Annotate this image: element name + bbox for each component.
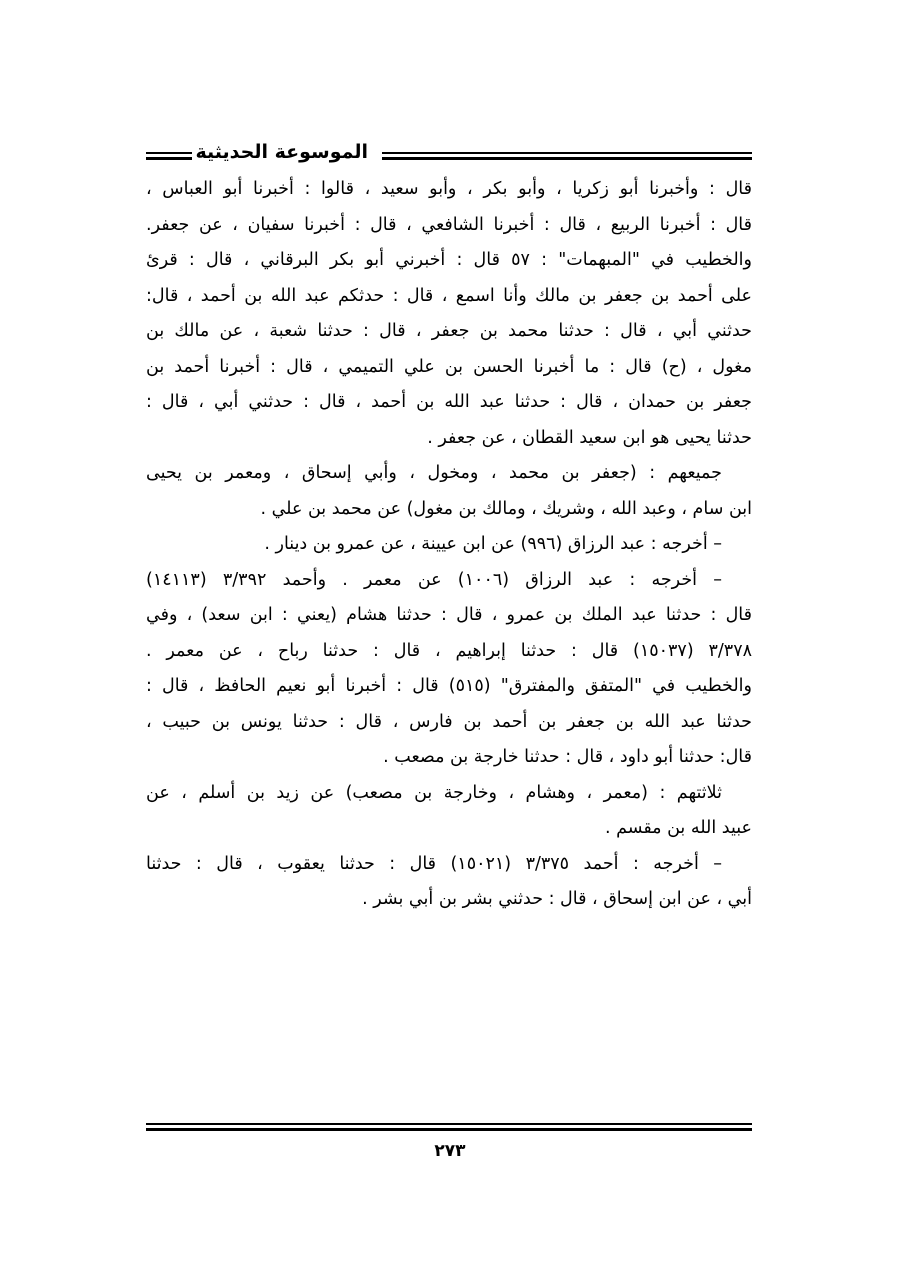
text-line: عبيد الله بن مقسم .	[604, 818, 752, 838]
text-line: – أخرجه : أحمد ٣/٣٧٥ (١٥٠٢١) قال : حدثنا يعقوب ، قال : حدثنا	[146, 853, 723, 874]
text-line: حدثنا يحيى هو ابن سعيد القطان ، عن جعفر .	[427, 427, 752, 448]
text-line: حدثني أبي ، قال : حدثنا محمد بن جعفر ، قال : حدثنا شعبة ، عن مالك بن	[146, 321, 752, 341]
text-line: – أخرجه : عبد الرزاق (١٠٠٦) عن معمر . وأحمد ٣/٣٩٢ (١٤١١٣)	[146, 569, 722, 590]
text-line: قال : وأخبرنا أبو زكريا ، وأبو بكر ، وأبو سعيد ، قالوا : أخبرنا أبو العباس ،	[146, 179, 752, 199]
text-line: جعفر بن حمدان ، قال : حدثنا عبد الله بن أحمد ، قال : حدثني أبي ، قال :	[146, 392, 752, 412]
text-line: حدثنا عبد الله بن جعفر بن أحمد بن فارس ، قال : حدثنا يونس بن حبيب ،	[146, 711, 752, 732]
header-title: الموسوعة الحديثية	[195, 141, 368, 163]
text-line: والخطيب في "المتفق والمفترق" (٥١٥) قال : أخبرنا أبو نعيم الحافظ ، قال :	[146, 676, 752, 696]
page-number: ٢٧٣	[434, 1141, 466, 1161]
text-line: أبي ، عن ابن إسحاق ، قال : حدثني بشر بن أبي بشر .	[362, 889, 752, 909]
footer-rule	[146, 1123, 752, 1132]
text-line: ابن سام ، وعبد الله ، وشريك ، ومالك بن مغول) عن محمد بن علي .	[260, 498, 752, 519]
text-line: قال : أخبرنا الربيع ، قال : أخبرنا الشافعي ، قال : أخبرنا سفيان ، عن جعفر.	[146, 214, 752, 235]
text-line: – أخرجه : عبد الرزاق (٩٩٦) عن ابن عيينة ، عن عمرو بن دينار .	[264, 534, 722, 554]
text-line: على أحمد بن جعفر بن مالك وأنا اسمع ، قال : حدثكم عبد الله بن أحمد ، قال:	[146, 285, 752, 306]
text-line: قال : حدثنا عبد الملك بن عمرو ، قال : حدثنا هشام (يعني : ابن سعد) ، وفي	[146, 605, 752, 625]
text-line: قال: حدثنا أبو داود ، قال : حدثنا خارجة بن مصعب .	[383, 747, 752, 767]
text-line: ثلاثتهم : (معمر ، وهشام ، وخارجة بن مصعب) عن زيد بن أسلم ، عن	[146, 782, 722, 803]
main-text	[146, 172, 752, 918]
header-rule-left	[146, 152, 192, 161]
text-line: مغول ، (ح) قال : ما أخبرنا الحسن بن علي التميمي ، قال : أخبرنا أحمد بن	[146, 356, 752, 377]
text-line: والخطيب في "المبهمات" : ٥٧ قال : أخبرني أبو بكر البرقاني ، قال : قرئ	[146, 250, 752, 270]
text-line: ٣/٣٧٨ (١٥٠٣٧) قال : حدثنا إبراهيم ، قال : حدثنا رباح ، عن معمر .	[146, 640, 752, 661]
page-header	[146, 138, 752, 172]
text-line: جميعهم : (جعفر بن محمد ، ومخول ، وأبي إسحاق ، ومعمر بن يحيى	[146, 463, 722, 483]
header-rule-right	[382, 152, 752, 161]
